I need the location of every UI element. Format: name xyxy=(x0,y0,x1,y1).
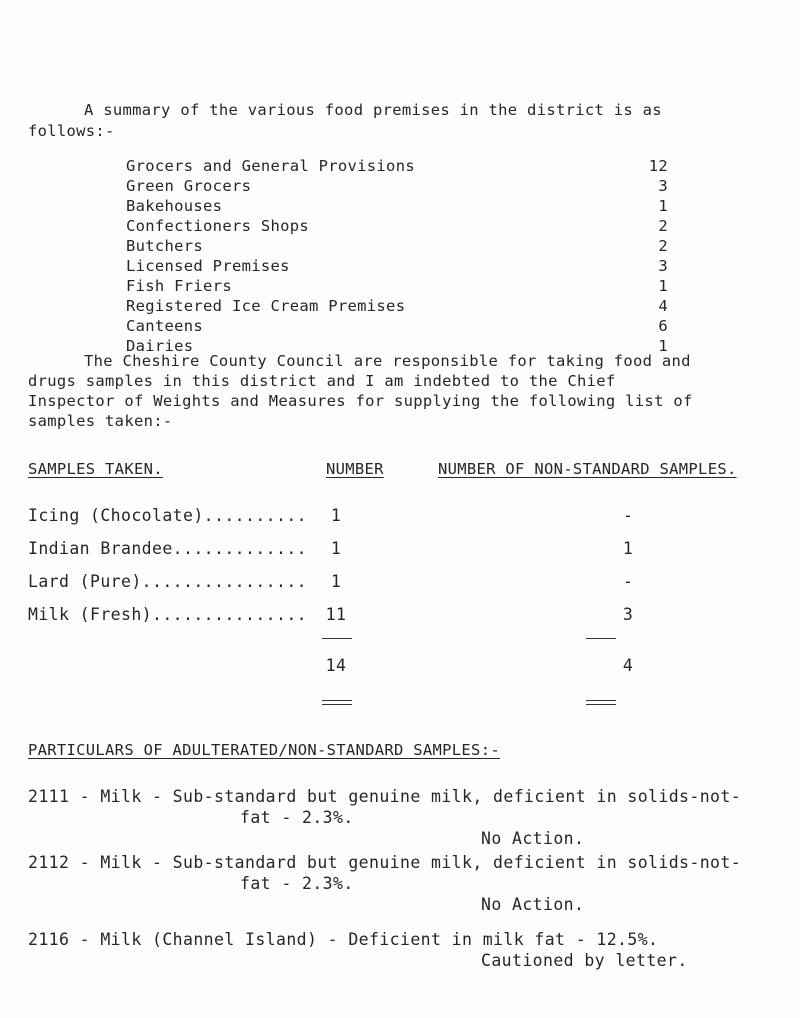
council-line-3: Inspector of Weights and Measures for supplying the following list of xyxy=(28,392,693,410)
intro-line-2: follows:- xyxy=(28,122,115,140)
table-row xyxy=(28,506,768,528)
table-row xyxy=(28,572,768,594)
particulars-heading: PARTICULARS OF ADULTERATED/NON-STANDARD SAMPLES:- xyxy=(28,741,500,759)
subtotal-rule-nonstandard xyxy=(586,638,616,639)
particulars-line: fat - 2.3%. xyxy=(240,874,354,893)
particulars-line: 2116 - Milk (Channel Island) - Deficient in milk fat - 12.5%. xyxy=(28,930,659,949)
total-double-rule-number xyxy=(322,700,352,705)
list-item xyxy=(126,277,668,297)
list-item xyxy=(126,237,668,257)
list-item xyxy=(126,157,668,177)
premises-label: Green Grocers xyxy=(126,177,252,195)
particulars-line: 2112 - Milk - Sub-standard but genuine milk, deficient in solids-not- xyxy=(28,853,742,872)
list-item xyxy=(126,177,668,197)
list-item xyxy=(126,257,668,277)
premises-label: Dairies xyxy=(126,337,194,355)
sample-nonstandard: 1 xyxy=(622,539,634,558)
premises-count: 3 xyxy=(658,177,668,195)
council-line-1: The Cheshire County Council are responsible for taking food and xyxy=(84,352,691,370)
total-double-rule-nonstandard xyxy=(586,700,616,705)
premises-label: Registered Ice Cream Premises xyxy=(126,297,406,315)
list-item xyxy=(126,317,668,337)
council-line-2: drugs samples in this district and I am indebted to the Chief xyxy=(28,372,616,390)
particulars-line: 2111 - Milk - Sub-standard but genuine milk, deficient in solids-not- xyxy=(28,787,742,806)
sample-nonstandard: 3 xyxy=(622,605,634,624)
premises-label: Fish Friers xyxy=(126,277,232,295)
particulars-action: No Action. xyxy=(481,895,585,914)
list-item xyxy=(126,217,668,237)
list-item xyxy=(126,297,668,317)
table-row xyxy=(28,605,768,627)
column-header-nonstandard: NUMBER OF NON-STANDARD SAMPLES. xyxy=(438,460,737,478)
premises-count: 1 xyxy=(658,277,668,295)
particulars-action: No Action. xyxy=(481,829,585,848)
subtotal-rule-number xyxy=(322,638,352,639)
premises-count: 2 xyxy=(658,237,668,255)
column-header-samples-taken: SAMPLES TAKEN. xyxy=(28,460,163,478)
premises-count: 12 xyxy=(648,157,668,175)
premises-count: 4 xyxy=(658,297,668,315)
sample-label: Indian Brandee............. xyxy=(28,539,308,558)
sample-number: 1 xyxy=(330,506,342,525)
premises-count: 1 xyxy=(658,197,668,215)
sample-number: 1 xyxy=(330,539,342,558)
list-item xyxy=(126,197,668,217)
particulars-action: Cautioned by letter. xyxy=(481,951,688,970)
premises-label: Confectioners Shops xyxy=(126,217,310,235)
premises-count: 1 xyxy=(658,337,668,355)
council-line-4: samples taken:- xyxy=(28,412,173,430)
total-number: 14 xyxy=(325,656,347,675)
sample-label: Milk (Fresh)............... xyxy=(28,605,308,624)
sample-nonstandard: - xyxy=(622,506,634,525)
sample-label: Icing (Chocolate).......... xyxy=(28,506,308,525)
sample-label: Lard (Pure)................ xyxy=(28,572,308,591)
totals-row xyxy=(28,656,768,678)
intro-line-1: A summary of the various food premises in the district is as xyxy=(84,101,662,119)
column-header-number: NUMBER xyxy=(326,460,384,478)
premises-label: Licensed Premises xyxy=(126,257,290,275)
premises-label: Canteens xyxy=(126,317,204,335)
total-nonstandard: 4 xyxy=(622,656,634,675)
particulars-line: fat - 2.3%. xyxy=(240,808,354,827)
table-row xyxy=(28,539,768,561)
sample-number: 11 xyxy=(325,605,347,624)
premises-count: 6 xyxy=(658,317,668,335)
premises-count: 2 xyxy=(658,217,668,235)
sample-number: 1 xyxy=(330,572,342,591)
premises-label: Grocers and General Provisions xyxy=(126,157,415,175)
premises-count: 3 xyxy=(658,257,668,275)
premises-label: Bakehouses xyxy=(126,197,223,215)
sample-nonstandard: - xyxy=(622,572,634,591)
premises-label: Butchers xyxy=(126,237,204,255)
